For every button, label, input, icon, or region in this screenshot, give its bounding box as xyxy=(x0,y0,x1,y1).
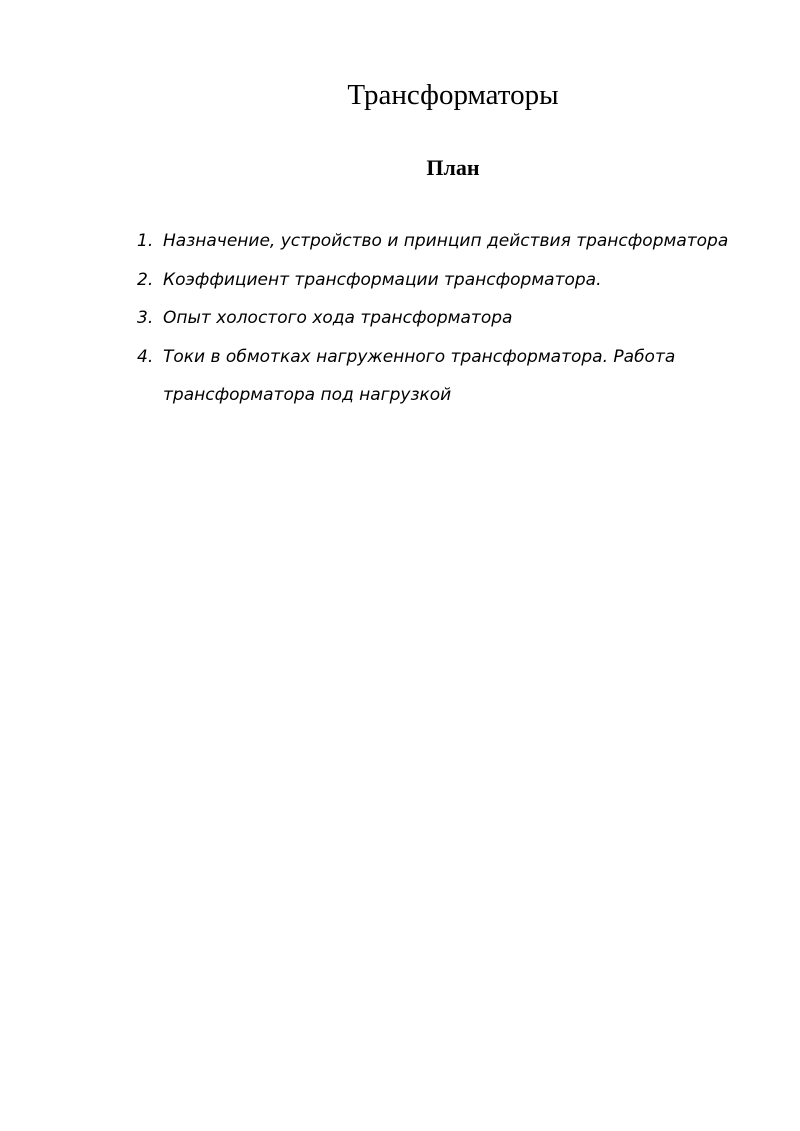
document-title: Трансформаторы xyxy=(347,79,559,111)
plan-item-4 xyxy=(137,338,777,415)
plan-item-number: 3. xyxy=(137,308,154,328)
plan-item-text: Назначение, устройство и принцип действия трансформатора xyxy=(163,231,729,251)
plan-item-text: Коэффициент трансформации трансформатора. xyxy=(163,269,602,290)
plan-item-number: 4. xyxy=(137,346,154,367)
plan-item-text: Токи в обмотках нагруженного трансформатора. Работа трансформатора под нагрузкой xyxy=(163,346,676,405)
plan-item-1 xyxy=(137,222,777,261)
plan-item-2 xyxy=(137,261,777,300)
plan-list xyxy=(137,222,777,415)
plan-item-3 xyxy=(137,299,777,338)
plan-item-number: 2. xyxy=(137,269,154,290)
plan-item-number: 1. xyxy=(137,231,154,251)
plan-item-text: Опыт холостого хода трансформатора xyxy=(163,308,513,328)
plan-heading: План xyxy=(426,155,480,180)
